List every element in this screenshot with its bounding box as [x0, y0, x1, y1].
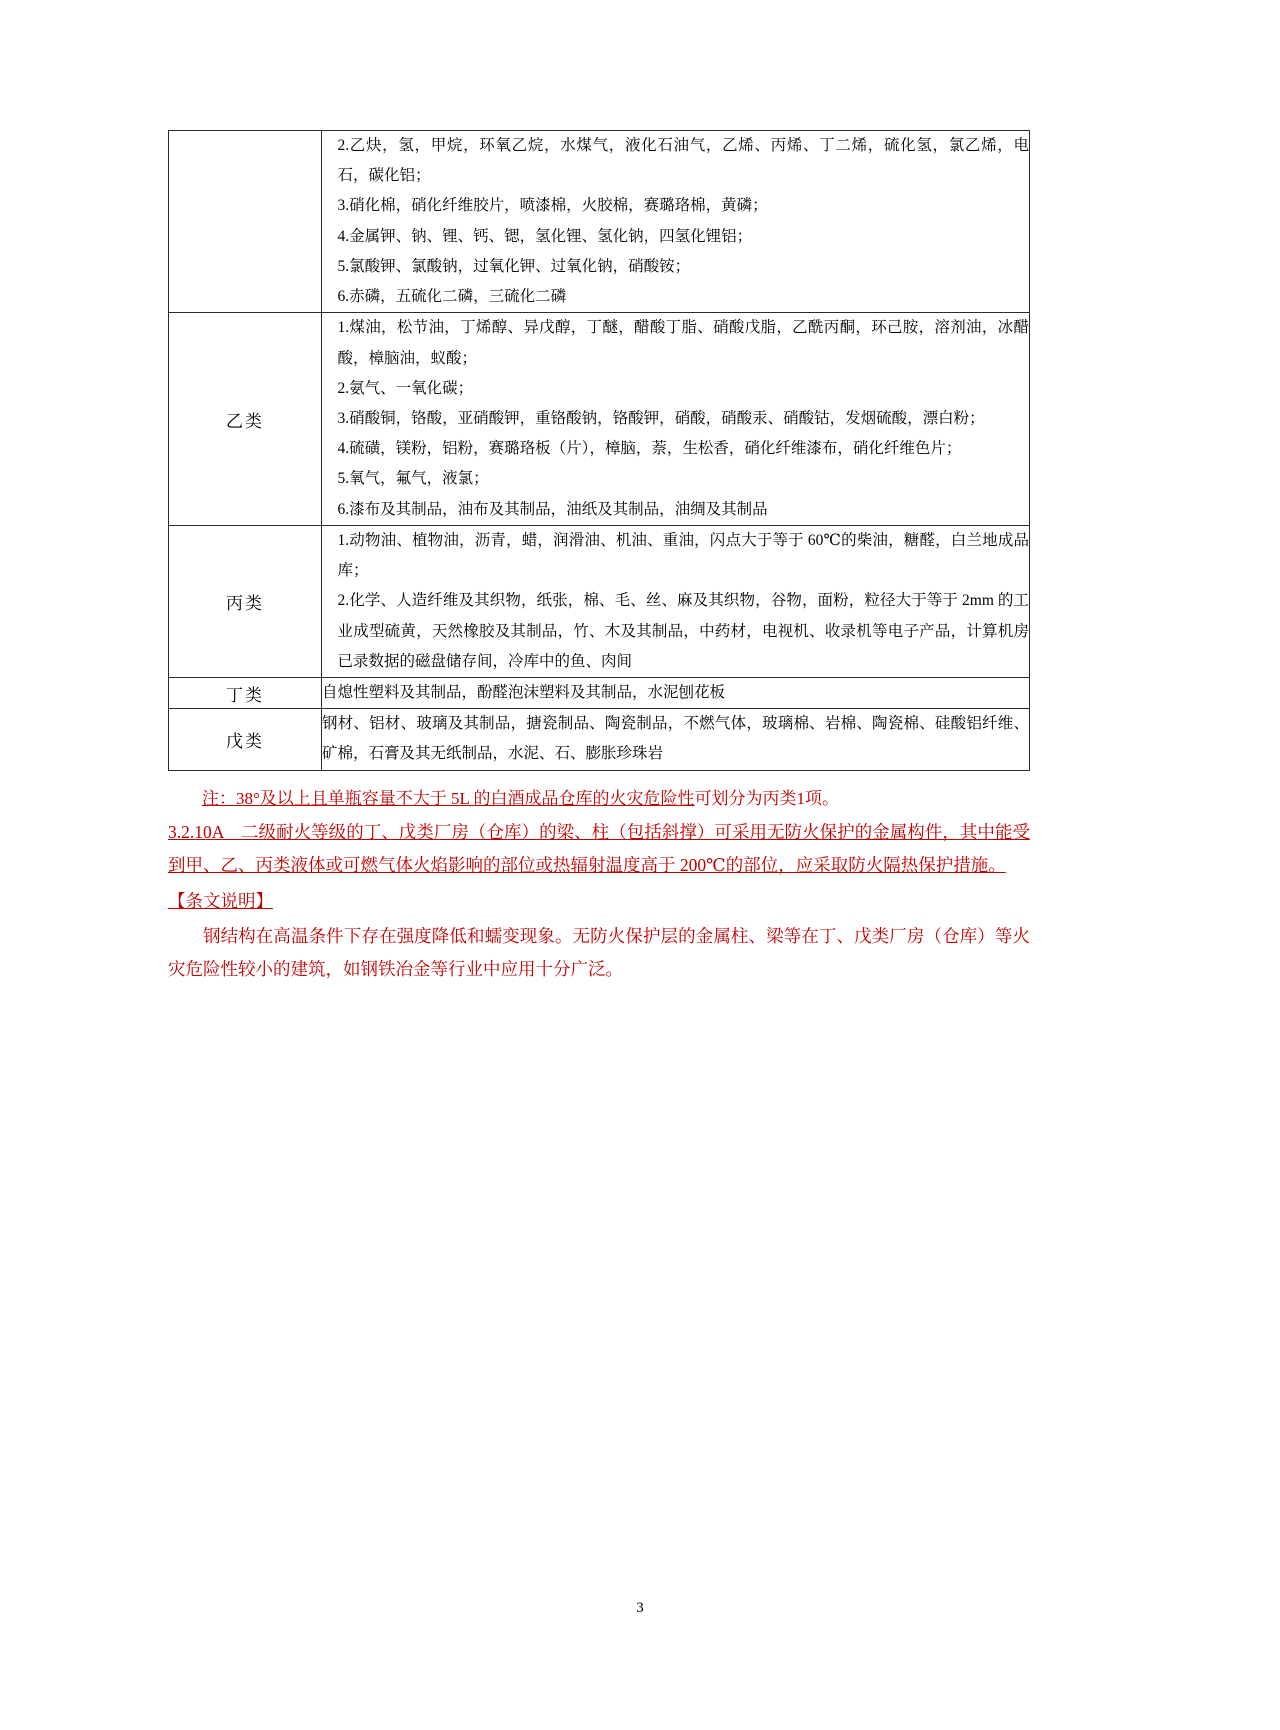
table-row — [169, 525, 1030, 677]
items-cell — [322, 525, 1030, 677]
category-cell: 丙类 — [169, 525, 322, 677]
items-cell — [322, 313, 1030, 526]
clause-explanation-title: 【条文说明】 — [168, 890, 273, 911]
table-row — [169, 313, 1030, 526]
table-row — [169, 131, 1030, 313]
note-suffix: 可划分为丙类1项。 — [694, 788, 840, 808]
page-content — [168, 130, 1030, 986]
list-item: 6.漆布及其制品，油布及其制品，油纸及其制品，油绸及其制品 — [337, 500, 768, 518]
items-cell — [322, 131, 1030, 313]
list-item: 自熄性塑料及其制品，酚醛泡沫塑料及其制品，水泥刨花板 — [322, 683, 726, 701]
list-item: 2.乙炔，氢，甲烷，环氧乙烷，水煤气，液化石油气，乙烯、丙烯、丁二烯，硫化氢，氯乙烯，电石，碳化铝； — [337, 137, 1029, 185]
items-cell — [322, 677, 1030, 708]
list-item: 4.硫磺，镁粉，铝粉，赛璐珞板（片），樟脑，萘，生松香，硝化纤维漆布，硝化纤维色片； — [337, 440, 962, 458]
list-item: 1.动物油、植物油，沥青，蜡，润滑油、机油、重油，闪点大于等于 60℃的柴油，糖醛，白兰地成品库； — [337, 531, 1029, 580]
category-cell: 乙类 — [169, 313, 322, 526]
list-item: 5.氧气，氟气，液氯； — [337, 470, 489, 488]
note-prefix: 注： — [202, 788, 236, 808]
list-item: 2.化学、人造纤维及其织物，纸张，棉、毛、丝、麻及其织物，谷物，面粉，粒径大于等于 2mm 的工业成型硫黄，天然橡胶及其制品，竹、木及其制品，中药材，电视机、收录机等电子产品，计算机房已录数据的磁盘储存间，冷库中的鱼、肉间 — [337, 592, 1029, 670]
clause-3-2-10a: 3.2.10A 二级耐火等级的丁、戊类厂房（仓库）的梁、柱（包括斜撑）可采用无防火保护的金属构件，其中能受到甲、乙、丙类液体或可燃气体火焰影响的部位或热辐射温度高于 200℃的部位，应采取防火隔热保护措施。 — [168, 822, 1030, 876]
list-item: 2.氨气、一氧化碳； — [337, 379, 474, 397]
fire-risk-classification-table — [168, 130, 1030, 771]
list-item: 4.金属钾、钠、锂、钙、锶，氢化锂、氢化钠，四氢化锂铝； — [337, 227, 753, 245]
list-item: 1.煤油，松节油，丁烯醇、异戊醇，丁醚，醋酸丁脂、硝酸戊脂，乙酰丙酮，环己胺，溶剂油，冰醋酸，樟脑油，蚁酸； — [337, 319, 1029, 367]
category-cell: 戊类 — [169, 709, 322, 770]
note-underlined-text: 38°及以上且单瓶容量不大于 5L 的白酒成品仓库的火灾危险性 — [236, 788, 695, 808]
list-item: 钢材、铝材、玻璃及其制品，搪瓷制品、陶瓷制品，不燃气体，玻璃棉、岩棉、陶瓷棉、硅酸铝纤维、矿棉，石膏及其无纸制品，水泥、石、膨胀珍珠岩 — [322, 715, 1029, 763]
table-row — [169, 677, 1030, 708]
table-row — [169, 709, 1030, 770]
list-item: 3.硝酸铜，铬酸，亚硝酸钾，重铬酸钠，铬酸钾，硝酸，硝酸汞、硝酸钴，发烟硫酸，漂白粉； — [337, 409, 985, 427]
list-item: 3.硝化棉，硝化纤维胶片，喷漆棉，火胶棉，赛璐珞棉，黄磷； — [337, 197, 768, 215]
list-item: 6.赤磷，五硫化二磷，三硫化二磷 — [337, 288, 567, 306]
list-item: 5.氯酸钾、氯酸钠，过氧化钾、过氧化钠，硝酸铵； — [337, 257, 691, 275]
category-cell: 丁类 — [169, 677, 322, 708]
table-note — [168, 783, 1030, 814]
page-number: 3 — [636, 1600, 644, 1616]
clause-explanation-body: 钢结构在高温条件下存在强度降低和蠕变现象。无防火保护层的金属柱、梁等在丁、戊类厂房（仓库）等火灾危险性较小的建筑，如钢铁冶金等行业中应用十分广泛。 — [168, 925, 1030, 980]
items-cell — [322, 709, 1030, 770]
category-cell — [169, 131, 322, 313]
